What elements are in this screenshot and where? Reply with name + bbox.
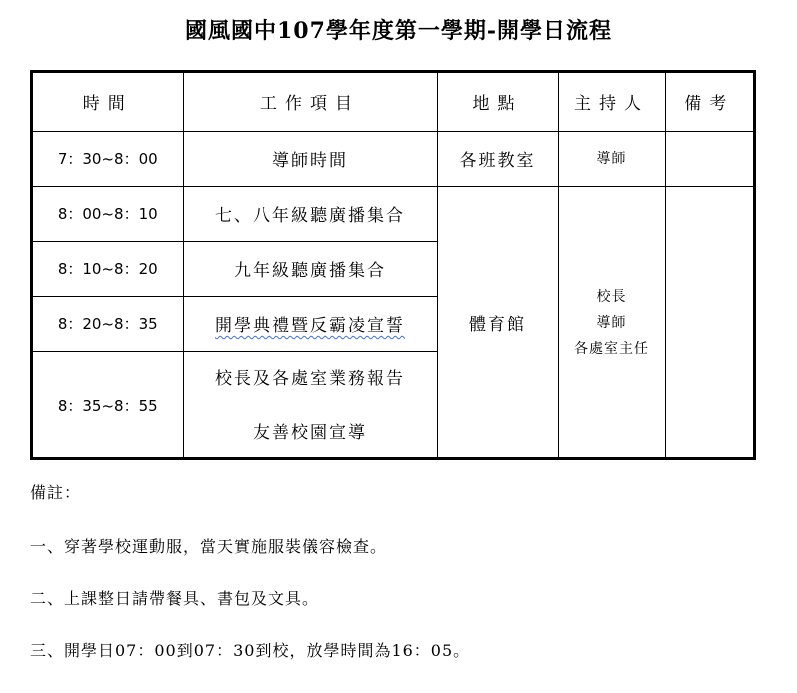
table-header-row <box>33 73 753 131</box>
table-row <box>33 131 753 186</box>
row-time: 8：10~8：20 <box>33 241 183 296</box>
note-item: 二、上課整日請帶餐具、書包及文具。 <box>30 589 320 608</box>
schedule-table-frame <box>30 70 756 460</box>
row-time: 8：20~8：35 <box>33 296 183 351</box>
merged-note <box>665 186 753 460</box>
merged-location: 體育館 <box>437 186 558 460</box>
header-time: 時間 <box>33 73 183 131</box>
note-item: 一、穿著學校運動服，當天實施服裝儀容檢查。 <box>30 537 388 556</box>
schedule-table <box>33 73 753 460</box>
header-task: 工作項目 <box>183 73 437 131</box>
row-note <box>665 131 753 186</box>
host-name: 校長 <box>596 288 627 305</box>
notes-heading: 備註： <box>30 483 82 502</box>
row-task: 七、八年級聽廣播集合 <box>183 186 437 241</box>
row-time: 7：30~8：00 <box>33 131 183 186</box>
row-task <box>183 351 437 460</box>
row-task: 九年級聽廣播集合 <box>183 241 437 296</box>
merged-hosts <box>558 186 665 460</box>
row-time: 8：35~8：55 <box>33 351 183 460</box>
row-time: 8：00~8：10 <box>33 186 183 241</box>
row-task: 導師時間 <box>183 131 437 186</box>
header-note: 備考 <box>665 73 753 131</box>
header-host: 主持人 <box>558 73 665 131</box>
host-name: 各處室主任 <box>574 340 649 357</box>
row-host: 導師 <box>558 131 665 186</box>
table-row <box>33 186 753 241</box>
row-task-line: 友善校園宣導 <box>253 422 367 443</box>
row-location: 各班教室 <box>437 131 558 186</box>
header-location: 地點 <box>437 73 558 131</box>
row-task-text: 開學典禮暨反霸凌宣誓 <box>215 316 405 336</box>
note-item: 三、開學日07：00到07：30到校，放學時間為16：05。 <box>30 641 471 660</box>
page-title: 國風國中107學年度第一學期-開學日流程 <box>184 18 613 44</box>
row-task <box>183 296 437 351</box>
row-task-line: 校長及各處室業務報告 <box>215 368 405 389</box>
host-name: 導師 <box>596 314 627 331</box>
